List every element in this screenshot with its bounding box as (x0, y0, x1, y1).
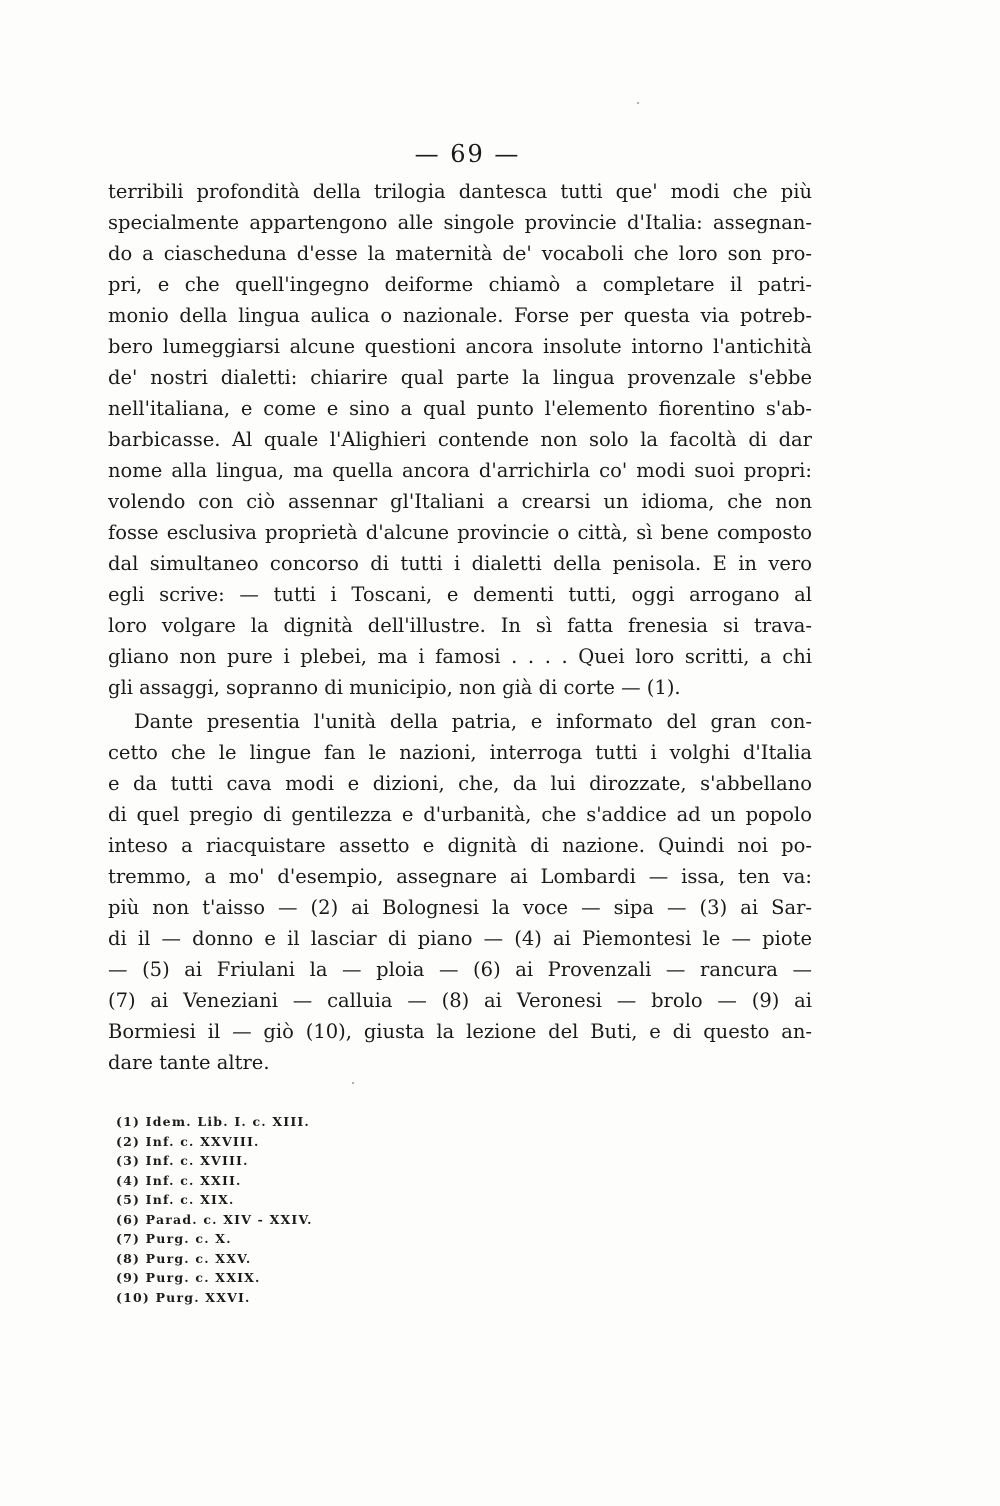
text-line: dal simultaneo concorso di tutti i dialetti della penisola. E in vero (108, 552, 812, 575)
text-line: gliano non pure i plebei, ma i famosi . . . . Quei loro scritti, a chi (108, 645, 812, 668)
footnote: (7) Purg. c. X. (116, 1231, 232, 1246)
text-line: di quel pregio di gentilezza e d'urbanità, che s'addice ad un popolo (108, 803, 812, 826)
text-line: di il — donno e il lasciar di piano — (4) ai Piemontesi le — piote (108, 927, 812, 950)
text-line: terribili profondità della trilogia dantesca tutti que' modi che più (108, 180, 812, 203)
text-line: nome alla lingua, ma quella ancora d'arrichirla co' modi suoi propri: (108, 459, 812, 482)
text-line: gli assaggi, sopranno di municipio, non già di corte — (1). (108, 676, 681, 699)
text-line: Bormiesi il — giò (10), giusta la lezione del Buti, e di questo an- (108, 1020, 812, 1043)
footnote: (3) Inf. c. XVIII. (116, 1153, 249, 1168)
body-text (108, 176, 812, 1078)
paper-speck (352, 1082, 354, 1084)
footnote: (6) Parad. c. XIV - XXIV. (116, 1211, 313, 1227)
text-line: bero lumeggiarsi alcune questioni ancora insolute intorno l'antichità (108, 335, 812, 358)
footnotes (116, 1112, 416, 1307)
footnote: (10) Purg. XXVI. (116, 1289, 251, 1305)
page-number: — 69 — (414, 140, 521, 168)
text-line: loro volgare la dignità dell'illustre. In sì fatta frenesia si trava- (108, 614, 812, 637)
text-line: nell'italiana, e come e sino a qual punto l'elemento fiorentino s'ab- (108, 397, 812, 420)
text-line: fosse esclusiva proprietà d'alcune provincie o città, sì bene composto (108, 521, 812, 544)
text-line: pri, e che quell'ingegno deiforme chiamò a completare il patri- (108, 273, 812, 296)
text-line: tremmo, a mo' d'esempio, assegnare ai Lombardi — issa, ten va: (108, 865, 812, 888)
footnote: (8) Purg. c. XXV. (116, 1250, 252, 1266)
footnote: (5) Inf. c. XIX. (116, 1192, 235, 1207)
footnote: (1) Idem. Lib. I. c. XIII. (116, 1114, 310, 1129)
text-line: specialmente appartengono alle singole provincie d'Italia: assegnan- (108, 211, 812, 234)
paragraph-1 (108, 176, 812, 703)
text-line: do a ciascheduna d'esse la maternità de' vocaboli che loro son pro- (108, 242, 812, 265)
text-line: inteso a riacquistare assetto e dignità di nazione. Quindi noi po- (108, 834, 812, 857)
text-line: barbicasse. Al quale l'Alighieri contende non solo la facoltà di dar (108, 428, 812, 451)
text-line: Dante presentia l'unità della patria, e informato del gran con- (134, 710, 812, 733)
text-line: — (5) ai Friulani la — ploia — (6) ai Provenzali — rancura — (108, 958, 812, 981)
text-line: volendo con ciò assennar gl'Italiani a crearsi un idioma, che non (108, 490, 812, 513)
paragraph-2 (108, 706, 812, 1078)
text-line: cetto che le lingue fan le nazioni, interroga tutti i volghi d'Italia (108, 741, 812, 764)
text-line: e da tutti cava modi e dizioni, che, da lui dirozzate, s'abbellano (108, 772, 812, 795)
paper-speck (637, 102, 639, 104)
text-line: (7) ai Veneziani — calluia — (8) ai Veronesi — brolo — (9) ai (108, 989, 812, 1012)
text-line: monio della lingua aulica o nazionale. Forse per questa via potreb- (108, 304, 812, 327)
text-line: de' nostri dialetti: chiarire qual parte la lingua provenzale s'ebbe (108, 366, 812, 389)
footnote: (4) Inf. c. XXII. (116, 1172, 242, 1188)
footnote: (9) Purg. c. XXIX. (116, 1270, 261, 1285)
text-line: egli scrive: — tutti i Toscani, e dementi tutti, oggi arrogano al (108, 583, 812, 606)
text-line: dare tante altre. (108, 1051, 270, 1074)
footnote: (2) Inf. c. XXVIII. (116, 1133, 260, 1149)
text-line: più non t'aisso — (2) ai Bolognesi la voce — sipa — (3) ai Sar- (108, 896, 812, 919)
